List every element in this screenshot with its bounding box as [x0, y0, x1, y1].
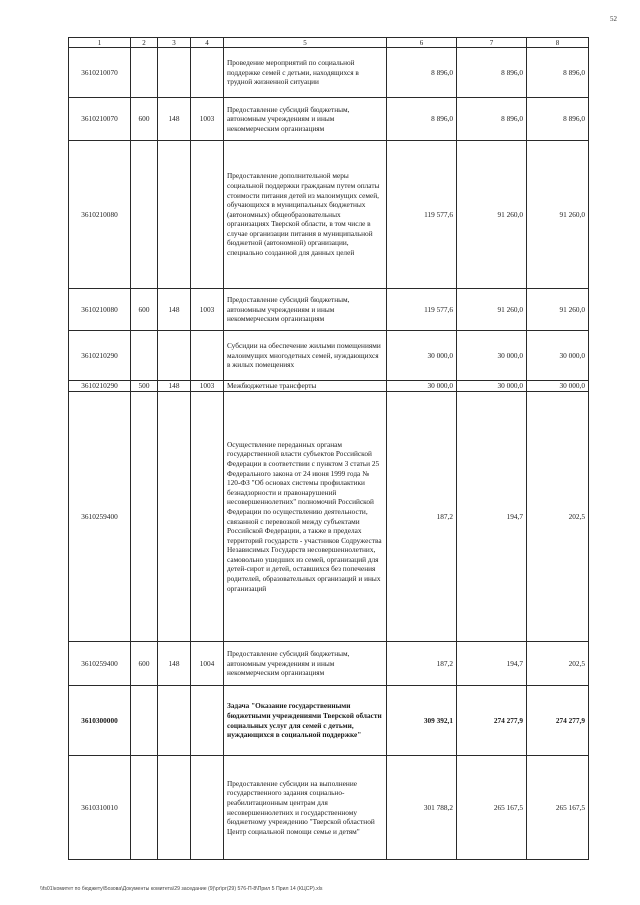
section-code-cell	[191, 48, 224, 98]
amount-year3-cell: 265 167,5	[527, 756, 589, 860]
table-row	[69, 392, 589, 642]
expense-type-cell: 600	[131, 289, 158, 331]
section-code-cell: 1003	[191, 98, 224, 141]
table-row	[69, 331, 589, 381]
amount-year1-cell: 8 896,0	[387, 98, 457, 141]
budget-code-cell: 3610259400	[69, 392, 131, 642]
department-code-cell	[158, 392, 191, 642]
amount-year2-cell: 194,7	[457, 392, 527, 642]
expense-type-cell	[131, 392, 158, 642]
amount-year2-cell: 8 896,0	[457, 48, 527, 98]
description-cell: Предоставление субсидий бюджетным, автономным учреждениям и иным некоммерческим организациям	[224, 98, 387, 141]
description-cell: Осуществление переданных органам государственной власти субъектов Российской Федерации в соответствии с пунктом 3 статьи 25 Федерального закона от 24 июня 1999 года № 120-ФЗ "Об основах системы профилактики безнадзорности и правонарушений несовершеннолетних" полномочий Российской Федерации по осуществлению деятельности, связанной с перевозкой между субъектами Российской Федерации, а также в пределах территорий государств - участников Содружества Независимых Государств несовершеннолетних, самовольно ушедших из семей, организаций для детей-сирот и детей, оставшихся без попечения родителей, образовательных организаций и иных организаций	[224, 392, 387, 642]
department-code-cell	[158, 686, 191, 756]
column-header: 6	[387, 38, 457, 48]
budget-code-cell: 3610310010	[69, 756, 131, 860]
amount-year2-cell: 91 260,0	[457, 141, 527, 289]
column-header: 2	[131, 38, 158, 48]
description-cell: Задача "Оказание государственными бюджетными учреждениями Тверской области социальных услуг для семей с детьми, нуждающихся в социальной поддержке"	[224, 686, 387, 756]
table-row	[69, 686, 589, 756]
table-row	[69, 756, 589, 860]
budget-code-cell: 3610210070	[69, 98, 131, 141]
column-header: 5	[224, 38, 387, 48]
amount-year1-cell: 301 788,2	[387, 756, 457, 860]
column-header: 4	[191, 38, 224, 48]
expense-type-cell: 500	[131, 381, 158, 392]
amount-year3-cell: 8 896,0	[527, 98, 589, 141]
department-code-cell	[158, 756, 191, 860]
description-cell: Предоставление дополнительной меры социальной поддержки гражданам путем оплаты стоимости питания детей из малоимущих семей, обучающихся в муниципальных бюджетных (автономных) общеобразовательных организациях Тверской области, в том числе в случае организации питания в муниципальной бюджетной (автономной) организации, специально созданной для данных целей	[224, 141, 387, 289]
amount-year1-cell: 187,2	[387, 392, 457, 642]
description-cell: Предоставление субсидий бюджетным, автономным учреждениям и иным некоммерческим организациям	[224, 642, 387, 686]
amount-year1-cell: 119 577,6	[387, 289, 457, 331]
column-header: 3	[158, 38, 191, 48]
column-header: 7	[457, 38, 527, 48]
amount-year3-cell: 8 896,0	[527, 48, 589, 98]
budget-code-cell: 3610300000	[69, 686, 131, 756]
section-code-cell	[191, 392, 224, 642]
column-header: 1	[69, 38, 131, 48]
amount-year1-cell: 119 577,6	[387, 141, 457, 289]
amount-year1-cell: 309 392,1	[387, 686, 457, 756]
amount-year2-cell: 274 277,9	[457, 686, 527, 756]
budget-code-cell: 3610259400	[69, 642, 131, 686]
budget-code-cell: 3610210290	[69, 331, 131, 381]
amount-year1-cell: 8 896,0	[387, 48, 457, 98]
description-cell: Субсидии на обеспечение жилыми помещениями малоимущих многодетных семей, нуждающихся в жилых помещениях	[224, 331, 387, 381]
table-body	[69, 38, 589, 860]
expense-type-cell	[131, 331, 158, 381]
department-code-cell	[158, 48, 191, 98]
section-code-cell	[191, 686, 224, 756]
section-code-cell: 1003	[191, 381, 224, 392]
amount-year3-cell: 274 277,9	[527, 686, 589, 756]
page-number: 52	[610, 15, 617, 23]
section-code-cell: 1004	[191, 642, 224, 686]
description-cell: Межбюджетные трансферты	[224, 381, 387, 392]
amount-year3-cell: 202,5	[527, 642, 589, 686]
expense-type-cell: 600	[131, 98, 158, 141]
section-code-cell: 1003	[191, 289, 224, 331]
department-code-cell: 148	[158, 98, 191, 141]
department-code-cell: 148	[158, 289, 191, 331]
budget-code-cell: 3610210070	[69, 48, 131, 98]
table-row	[69, 141, 589, 289]
section-code-cell	[191, 141, 224, 289]
amount-year2-cell: 8 896,0	[457, 98, 527, 141]
department-code-cell	[158, 141, 191, 289]
table-row	[69, 289, 589, 331]
amount-year3-cell: 91 260,0	[527, 289, 589, 331]
amount-year2-cell: 91 260,0	[457, 289, 527, 331]
expense-type-cell: 600	[131, 642, 158, 686]
expense-type-cell	[131, 756, 158, 860]
table-row	[69, 48, 589, 98]
amount-year1-cell: 30 000,0	[387, 331, 457, 381]
amount-year2-cell: 265 167,5	[457, 756, 527, 860]
department-code-cell	[158, 331, 191, 381]
department-code-cell: 148	[158, 642, 191, 686]
amount-year2-cell: 30 000,0	[457, 331, 527, 381]
amount-year3-cell: 30 000,0	[527, 381, 589, 392]
expense-type-cell	[131, 141, 158, 289]
budget-table	[68, 37, 589, 860]
department-code-cell: 148	[158, 381, 191, 392]
table-header-row	[69, 38, 589, 48]
section-code-cell	[191, 756, 224, 860]
section-code-cell	[191, 331, 224, 381]
amount-year2-cell: 194,7	[457, 642, 527, 686]
expense-type-cell	[131, 48, 158, 98]
file-path-footer: \\fs01\комитет по бюджету\Бозова\Документы комитета\29 заседание (9)\рг\рг(29) 576-П-8\Прил 5 Прил 14 (КЦСР).xls	[40, 886, 323, 892]
expense-type-cell	[131, 686, 158, 756]
description-cell: Предоставление субсидий бюджетным, автономным учреждениям и иным некоммерческим организациям	[224, 289, 387, 331]
budget-code-cell: 3610210080	[69, 141, 131, 289]
amount-year1-cell: 187,2	[387, 642, 457, 686]
amount-year1-cell: 30 000,0	[387, 381, 457, 392]
description-cell: Проведение мероприятий по социальной поддержке семей с детьми, находящихся в трудной жизненной ситуации	[224, 48, 387, 98]
column-header: 8	[527, 38, 589, 48]
amount-year3-cell: 30 000,0	[527, 331, 589, 381]
table-row	[69, 381, 589, 392]
amount-year2-cell: 30 000,0	[457, 381, 527, 392]
budget-code-cell: 3610210290	[69, 381, 131, 392]
budget-code-cell: 3610210080	[69, 289, 131, 331]
amount-year3-cell: 91 260,0	[527, 141, 589, 289]
description-cell: Предоставление субсидии на выполнение государственного задания социально-реабилитационным центрам для несовершеннолетних и государственному бюджетному учреждению "Тверской областной Центр социальной помощи семье и детям"	[224, 756, 387, 860]
amount-year3-cell: 202,5	[527, 392, 589, 642]
table-row	[69, 98, 589, 141]
table-row	[69, 642, 589, 686]
